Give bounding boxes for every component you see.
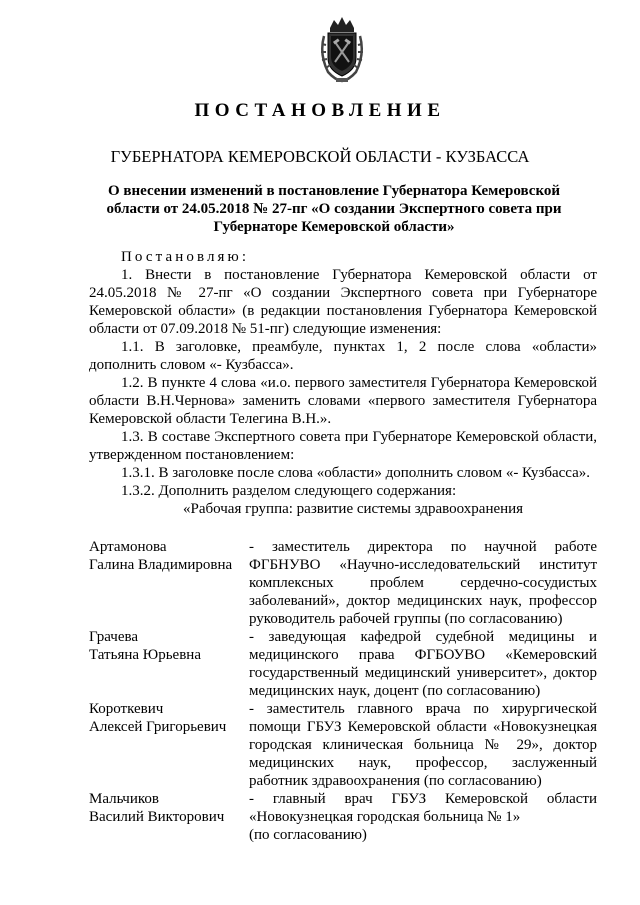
member-name xyxy=(89,700,249,790)
document-subject: О внесении изменений в постановление Губернатора Кемеровской области от 24.05.2018 № 27-пг «О создании Экспертного совета при Губернаторе Кемеровской области» xyxy=(106,183,562,235)
member-given-name: Василий Викторович xyxy=(89,809,225,825)
member-name xyxy=(89,628,249,700)
member-role-note: (по согласованию) xyxy=(249,827,367,843)
paragraph-1-3: 1.3. В составе Экспертного совета при Губернаторе Кемеровской области, утвержденном постановлением: xyxy=(89,429,597,463)
paragraph-1: 1. Внести в постановление Губернатора Кемеровской области от 24.05.2018 № 27-пг «О создании Экспертного совета при Губернаторе Кемеровской области» (в редакции постановления Губернатора Кемеровской области от 07.09.2018 № 51-пг) следующие изменения: xyxy=(89,267,597,337)
member-given-name: Алексей Григорьевич xyxy=(89,719,227,735)
list-item xyxy=(89,790,597,844)
member-role-block xyxy=(249,790,597,844)
member-role: - заместитель директора по научной работе ФГБНУВО «Научно-исследовательский институт комплексных проблем сердечно-сосудистых заболеваний», доктор медицинских наук, профессор руководитель рабочей группы (по согласованию) xyxy=(249,539,597,627)
coat-of-arms-icon xyxy=(318,14,366,84)
working-group-heading: «Рабочая группа: развитие системы здравоохранения xyxy=(183,501,524,517)
members-list xyxy=(89,538,597,844)
member-given-name: Татьяна Юрьевна xyxy=(89,647,201,663)
list-item xyxy=(89,538,597,628)
member-surname: Мальчиков xyxy=(89,791,159,807)
member-name xyxy=(89,538,249,628)
document-body xyxy=(89,248,597,518)
list-item xyxy=(89,700,597,790)
paragraph-1-1: 1.1. В заголовке, преамбуле, пунктах 1, 2 после слова «области» дополнить словом «- Кузбасса». xyxy=(89,339,597,373)
member-surname: Артамонова xyxy=(89,539,167,555)
paragraph-1-3-2: 1.3.2. Дополнить разделом следующего содержания: xyxy=(121,483,457,499)
paragraph-1-2: 1.2. В пункте 4 слова «и.о. первого заместителя Губернатора Кемеровской области В.Н.Чернова» заменить словами «первого заместителя Губернатора Кемеровской области Телегина В.Н.». xyxy=(89,375,597,427)
member-surname: Грачева xyxy=(89,629,139,645)
member-name xyxy=(89,790,249,844)
issuing-authority: ГУБЕРНАТОРА КЕМЕРОВСКОЙ ОБЛАСТИ - КУЗБАССА xyxy=(110,147,530,166)
decree-word: Постановляю: xyxy=(121,249,250,265)
member-role: - главный врач ГБУЗ Кемеровской области «Новокузнецкая городская больница № 1» xyxy=(249,791,597,825)
document-title: ПОСТАНОВЛЕНИЕ xyxy=(194,100,446,121)
member-given-name: Галина Владимировна xyxy=(89,557,233,573)
member-role: - заместитель главного врача по хирургической помощи ГБУЗ Кемеровской области «Новокузнецкая городская клиническая больница № 29», доктор медицинских наук, профессор, заслуженный работник здравоохранения (по согласованию) xyxy=(249,701,597,789)
paragraph-1-3-1: 1.3.1. В заголовке после слова «области» дополнить словом «- Кузбасса». xyxy=(121,465,591,481)
list-item xyxy=(89,628,597,700)
member-surname: Короткевич xyxy=(89,701,164,717)
member-role: - заведующая кафедрой судебной медицины и медицинского права ФГБОУВО «Кемеровский государственный медицинский университет», доктор медицинских наук, доцент (по согласованию) xyxy=(249,629,597,699)
